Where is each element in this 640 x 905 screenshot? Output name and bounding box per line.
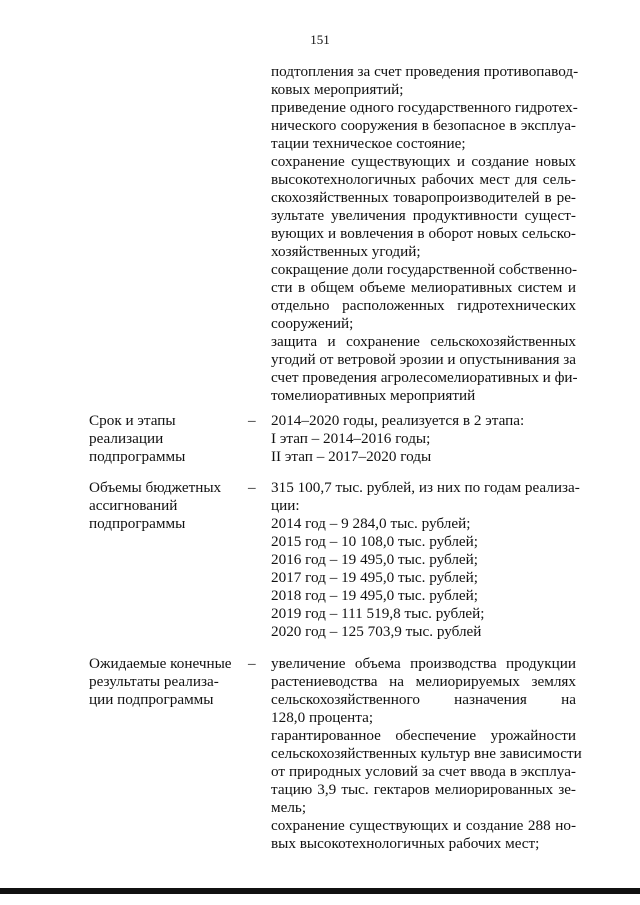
section-dash: –	[248, 412, 256, 429]
text-line: 2015 год – 10 108,0 тыс. рублей;	[271, 533, 479, 550]
text-line: 315 100,7 тыс. рублей, из них по годам реализа-	[271, 479, 580, 496]
text-line: приведение одного государственного гидротех-	[271, 99, 578, 116]
text-line: от природных условий за счет ввода в эксплуа-	[271, 763, 576, 780]
bottom-rule	[0, 888, 640, 894]
section-label-line: Срок и этапы	[89, 412, 176, 429]
text-line: 2014–2020 годы, реализуется в 2 этапа:	[271, 412, 525, 429]
text-line: отдельно расположенных гидротехнических	[271, 297, 576, 314]
text-line: нического сооружения в безопасное в эксплуа-	[271, 117, 576, 134]
text-line: 2016 год – 19 495,0 тыс. рублей;	[271, 551, 479, 568]
text-line: сельскохозяйственного назначения на	[271, 691, 576, 708]
section-label-line: реализации	[89, 430, 164, 447]
text-line: мель;	[271, 799, 307, 816]
text-line: ковых мероприятий;	[271, 81, 404, 98]
text-line: подтопления за счет проведения противопавод-	[271, 63, 579, 80]
section-label-line: подпрограммы	[89, 448, 186, 465]
text-line: тации техническое состояние;	[271, 135, 466, 152]
text-line: хозяйственных угодий;	[271, 243, 421, 260]
text-line: томелиоративных мероприятий	[271, 387, 476, 404]
page-number: 151	[310, 32, 330, 47]
text-line: сокращение доли государственной собственно-	[271, 261, 578, 278]
text-line: 2020 год – 125 703,9 тыс. рублей	[271, 623, 482, 640]
text-line: ции:	[271, 497, 300, 514]
text-line: защита и сохранение сельскохозяйственных	[271, 333, 576, 350]
text-line: I этап – 2014–2016 годы;	[271, 430, 431, 447]
section-dash: –	[248, 479, 256, 496]
text-line: 2014 год – 9 284,0 тыс. рублей;	[271, 515, 471, 532]
text-line: вующих и вовлечения в оборот новых сельско-	[271, 225, 576, 242]
text-line: увеличение объема производства продукции	[271, 655, 576, 672]
text-line: вых высокотехнологичных рабочих мест;	[271, 835, 540, 852]
text-line: зультате увеличения продуктивности сущест-	[271, 207, 576, 224]
section-dash: –	[248, 655, 256, 672]
text-line: сооружений;	[271, 315, 354, 332]
section-label-line: ции подпрограммы	[89, 691, 214, 708]
text-line: угодий от ветровой эрозии и опустынивания за	[271, 351, 576, 368]
text-line: II этап – 2017–2020 годы	[271, 448, 432, 465]
text-line: растениеводства на мелиорируемых землях	[271, 673, 576, 690]
section-label-line: ассигнований	[89, 497, 178, 514]
text-line: сохранение существующих и создание 288 но-	[271, 817, 576, 834]
section-label-line: Ожидаемые конечные	[89, 655, 232, 672]
text-line: счет проведения агролесомелиоративных и фи-	[271, 369, 578, 386]
text-line: тацию 3,9 тыс. гектаров мелиорированных зе-	[271, 781, 576, 798]
text-line: 2018 год – 19 495,0 тыс. рублей;	[271, 587, 479, 604]
section-label-line: Объемы бюджетных	[89, 479, 222, 496]
section-label-line: результаты реализа-	[89, 673, 219, 690]
text-line: скохозяйственных товаропроизводителей в ре-	[271, 189, 576, 206]
text-line: сти в общем объеме мелиоративных систем и	[271, 279, 576, 296]
text-line: высокотехнологичных рабочих мест для сель-	[271, 171, 576, 188]
text-line: 2019 год – 111 519,8 тыс. рублей;	[271, 605, 485, 622]
section-label-line: подпрограммы	[89, 515, 186, 532]
text-line: сохранение существующих и создание новых	[271, 153, 576, 170]
text-line: гарантированное обеспечение урожайности	[271, 727, 576, 744]
text-line: сельскохозяйственных культур вне зависимости	[271, 745, 582, 762]
text-line: 2017 год – 19 495,0 тыс. рублей;	[271, 569, 479, 586]
text-line: 128,0 процента;	[271, 709, 374, 726]
